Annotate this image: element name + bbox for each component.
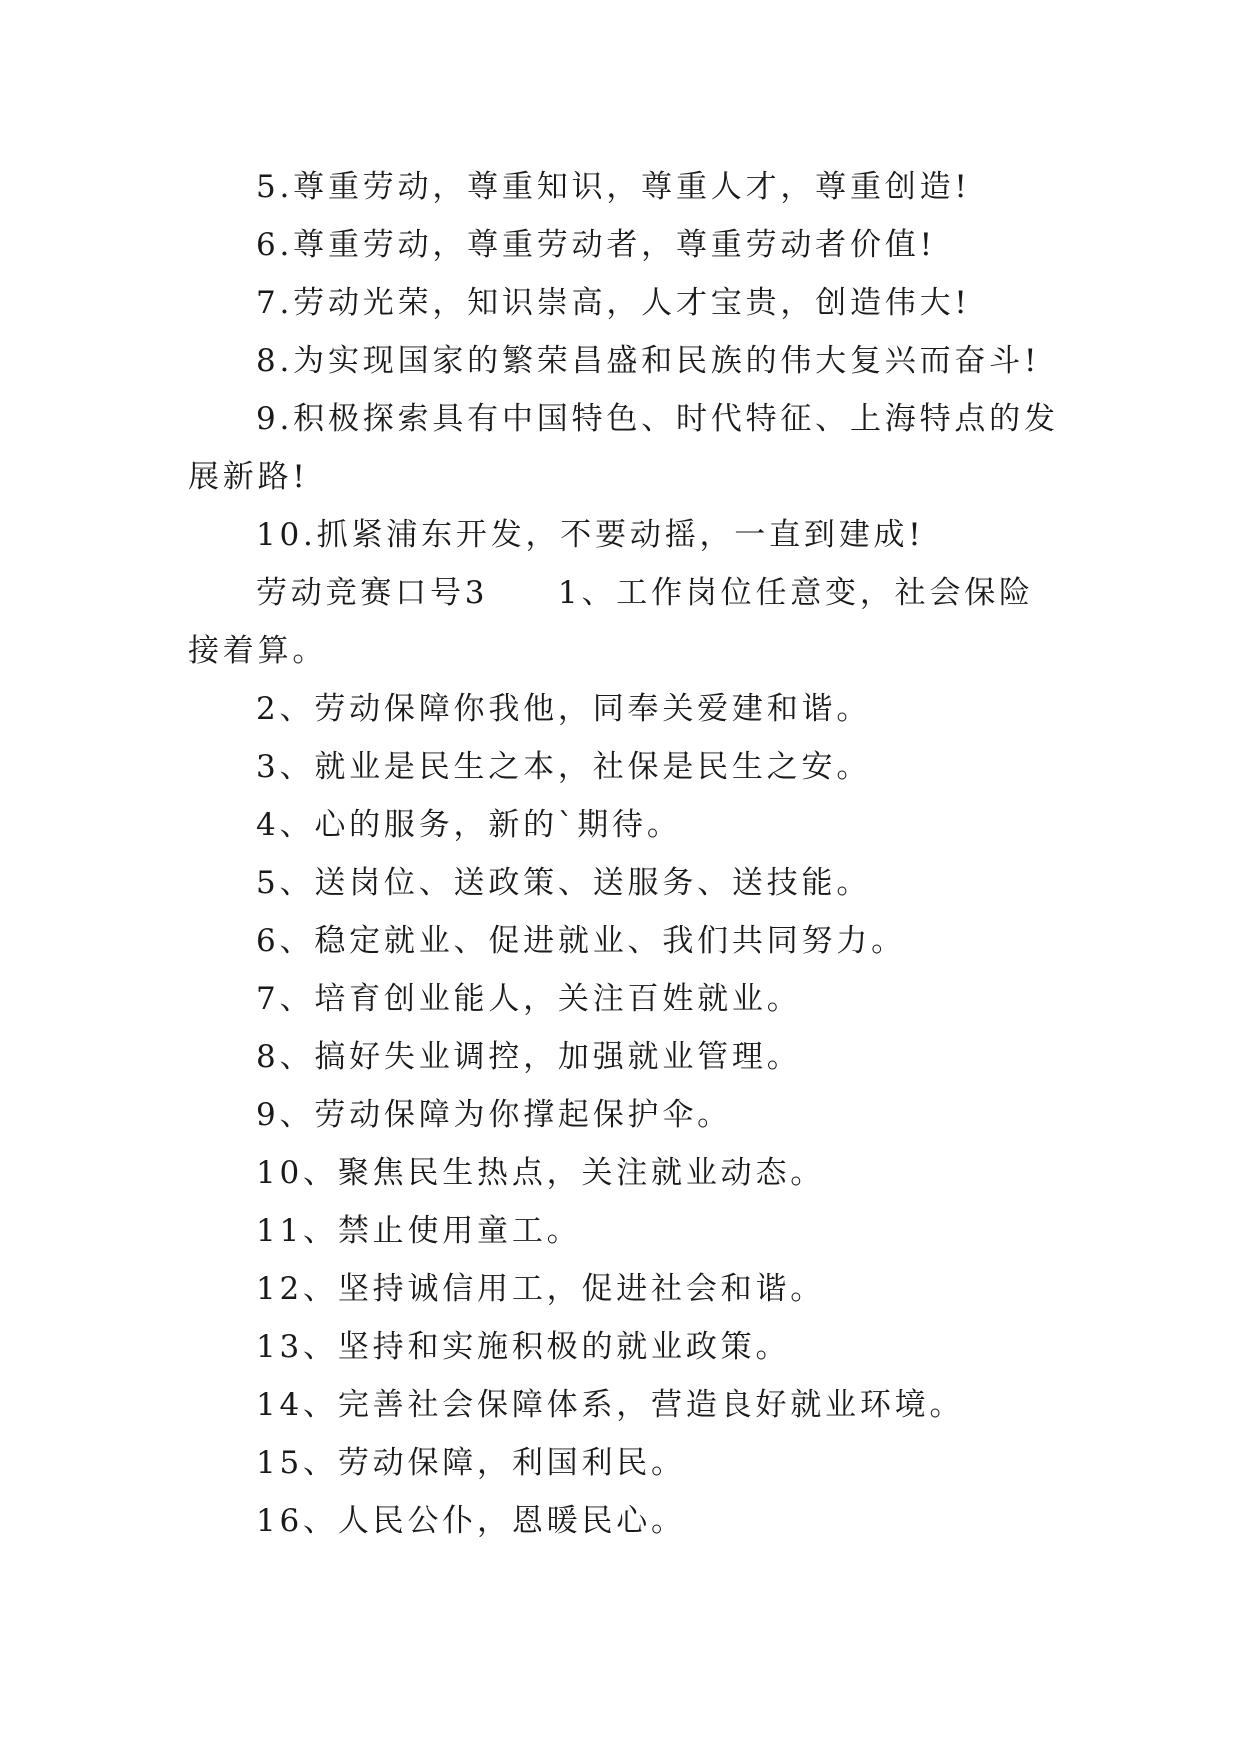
paragraph: 7、培育创业能人，关注百姓就业。 <box>256 981 802 1017</box>
paragraph: 6.尊重劳动，尊重劳动者，尊重劳动者价值! <box>256 227 936 263</box>
paragraph: 8、搞好失业调控，加强就业管理。 <box>256 1039 802 1075</box>
paragraph: 15、劳动保障，利国利民。 <box>256 1445 686 1481</box>
paragraph: 13、坚持和实施积极的就业政策。 <box>256 1329 791 1365</box>
paragraph: 3、就业是民生之本，社保是民生之安。 <box>256 749 872 785</box>
paragraph: 5、送岗位、送政策、送服务、送技能。 <box>256 865 872 901</box>
paragraph: 9.积极探索具有中国特色、时代特征、上海特点的发展新路! <box>188 401 1059 495</box>
paragraph: 7.劳动光荣，知识崇高，人才宝贵，创造伟大! <box>256 285 971 321</box>
document-body <box>188 158 1060 1550</box>
paragraph: 6、稳定就业、促进就业、我们共同努力。 <box>256 923 906 959</box>
paragraph: 5.尊重劳动，尊重知识，尊重人才，尊重创造! <box>256 169 971 205</box>
paragraph: 10、聚焦民生热点，关注就业动态。 <box>256 1155 826 1191</box>
paragraph: 10.抓紧浦东开发，不要动摇，一直到建成! <box>256 517 925 553</box>
paragraph: 2、劳动保障你我他，同奉关爱建和谐。 <box>256 691 872 727</box>
paragraph: 劳动竞赛口号3 1、工作岗位任意变，社会保险接着算。 <box>188 575 1034 669</box>
paragraph: 14、完善社会保障体系，营造良好就业环境。 <box>256 1387 965 1423</box>
paragraph: 9、劳动保障为你撑起保护伞。 <box>256 1097 732 1133</box>
paragraph: 11、禁止使用童工。 <box>256 1213 582 1249</box>
paragraph: 4、心的服务，新的`期待。 <box>256 807 682 843</box>
paragraph: 12、坚持诚信用工，促进社会和谐。 <box>256 1271 826 1307</box>
paragraph: 16、人民公仆，恩暖民心。 <box>256 1503 686 1539</box>
paragraph: 8.为实现国家的繁荣昌盛和民族的伟大复兴而奋斗! <box>256 343 1041 379</box>
